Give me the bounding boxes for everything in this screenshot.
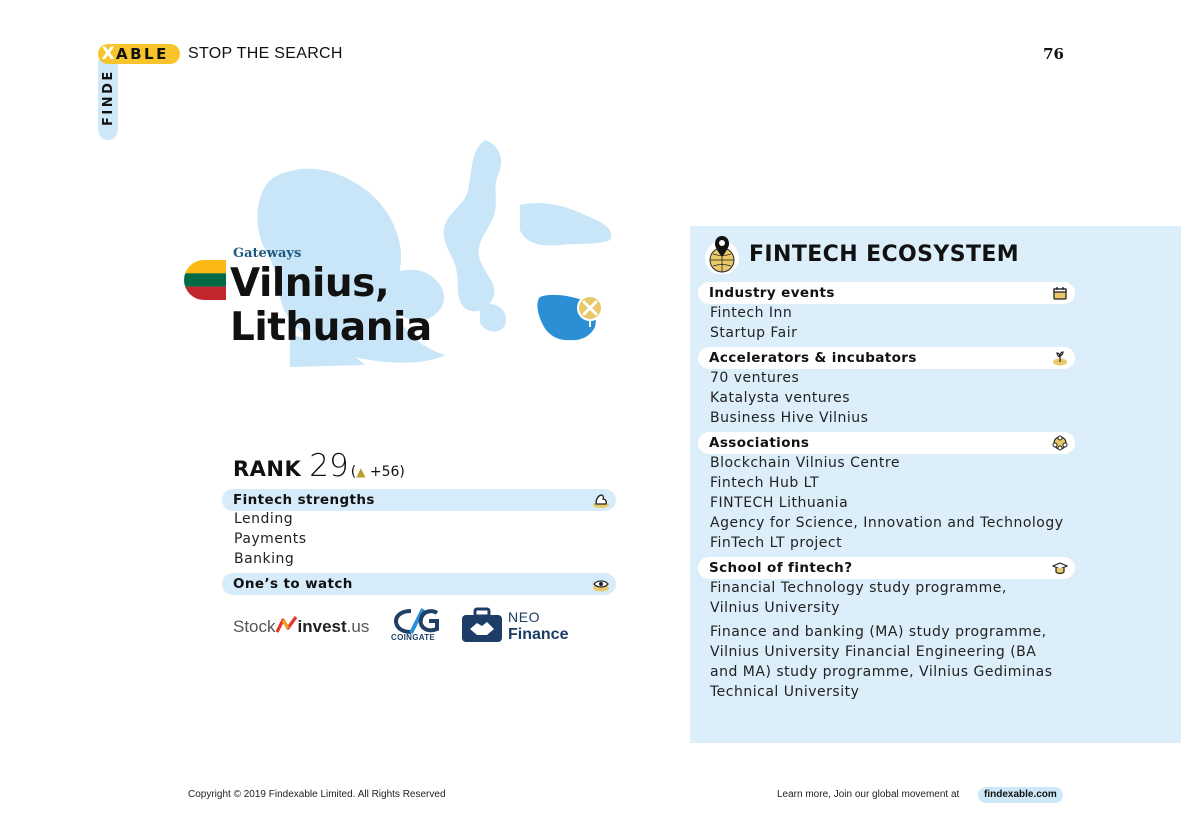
ones-to-watch-label: One’s to watch	[233, 576, 353, 592]
list-item: Agency for Science, Innovation and Technology	[710, 515, 1064, 531]
industry-events-header	[698, 282, 1075, 304]
list-item: Fintech Hub LT	[710, 475, 820, 491]
list-item: and MA) study programme, Vilnius Gediminas	[710, 664, 1053, 680]
stockinvest-logo	[233, 616, 369, 637]
companies-to-watch-logos	[233, 604, 573, 648]
neo-finance-logo-line2: Finance	[508, 626, 569, 643]
graduation-cap-icon	[1051, 559, 1069, 577]
list-item: Payments	[234, 531, 307, 547]
list-item: 70 ventures	[710, 370, 800, 386]
school-of-fintech-header	[698, 557, 1075, 579]
ones-to-watch-header	[222, 573, 616, 595]
stockinvest-logo-a: Stock	[233, 617, 276, 636]
coingate-logo-text: COINGATE	[391, 633, 436, 642]
list-item: Business Hive Vilnius	[710, 410, 869, 426]
rank-change-open: (	[350, 464, 357, 480]
up-triangle-icon: ▲	[356, 465, 366, 479]
network-icon	[1051, 434, 1069, 452]
rank-label: RANK	[233, 457, 302, 481]
fintech-strengths-list	[234, 509, 307, 569]
rank-value: 29	[309, 448, 349, 484]
section-label: Industry events	[709, 285, 835, 301]
copyright-text: Copyright © 2019 Findexable Limited. All Rights Reserved	[188, 789, 446, 800]
map-pin-globe-icon	[702, 234, 742, 274]
rank-change-value: +56)	[369, 464, 405, 480]
list-item: Lending	[234, 511, 294, 527]
list-item: Finance and banking (MA) study programme,	[710, 624, 1047, 640]
list-item: Blockchain Vilnius Centre	[710, 455, 900, 471]
list-item: Katalysta ventures	[710, 390, 851, 406]
city-title-line1: Vilnius,	[230, 261, 390, 306]
list-item: Vilnius University	[710, 600, 841, 616]
neo-finance-briefcase-icon	[461, 607, 503, 643]
accelerators-header	[698, 347, 1075, 369]
city-title	[230, 262, 432, 350]
lithuania-flag-icon	[184, 260, 226, 300]
fintech-strengths-header	[222, 489, 616, 511]
section-label: School of fintech?	[709, 560, 853, 576]
coingate-mark-icon	[393, 607, 441, 635]
list-item: Startup Fair	[710, 325, 798, 341]
section-label: Associations	[709, 435, 810, 451]
stockinvest-logo-c: .us	[346, 617, 370, 636]
rank-row	[233, 448, 405, 484]
header-tagline: STOP THE SEARCH	[188, 45, 343, 62]
list-item: Technical University	[710, 684, 860, 700]
list-item: Vilnius University Financial Engineering (BA	[710, 644, 1037, 660]
list-item: Fintech Inn	[710, 305, 793, 321]
strength-arm-icon	[592, 491, 610, 509]
school-of-fintech-list-b	[710, 622, 1053, 702]
neo-finance-logo-line1: NEO	[508, 609, 541, 625]
eye-icon	[592, 575, 610, 593]
list-item: FINTECH Lithuania	[710, 495, 849, 511]
section-kicker: Gateways	[233, 246, 302, 261]
associations-header	[698, 432, 1075, 454]
city-title-line2: Lithuania	[230, 305, 432, 350]
learn-more-text: Learn more, Join our global movement at	[777, 789, 960, 800]
school-of-fintech-list-a	[710, 578, 1007, 618]
section-label: Accelerators & incubators	[709, 350, 917, 366]
ecosystem-title: FINTECH ECOSYSTEM	[749, 242, 1020, 267]
associations-list	[710, 453, 1064, 553]
rank-change	[351, 464, 405, 480]
calendar-icon	[1051, 284, 1069, 302]
industry-events-list	[710, 303, 797, 343]
logo-text-able: ABLE	[116, 45, 169, 63]
list-item: Financial Technology study programme,	[710, 580, 1007, 596]
logo-text-finde: FINDE	[101, 69, 116, 127]
list-item: FinTech LT project	[710, 535, 843, 551]
logo-x-mark: X	[101, 44, 115, 64]
page-number: 76	[1043, 45, 1064, 63]
sprout-icon	[1051, 349, 1069, 367]
website-link[interactable]: findexable.com	[978, 787, 1063, 803]
fintech-strengths-label: Fintech strengths	[233, 492, 375, 508]
stockinvest-mark-icon	[276, 616, 298, 634]
list-item: Banking	[234, 551, 295, 567]
stockinvest-logo-b: invest	[297, 617, 347, 636]
accelerators-list	[710, 368, 868, 428]
